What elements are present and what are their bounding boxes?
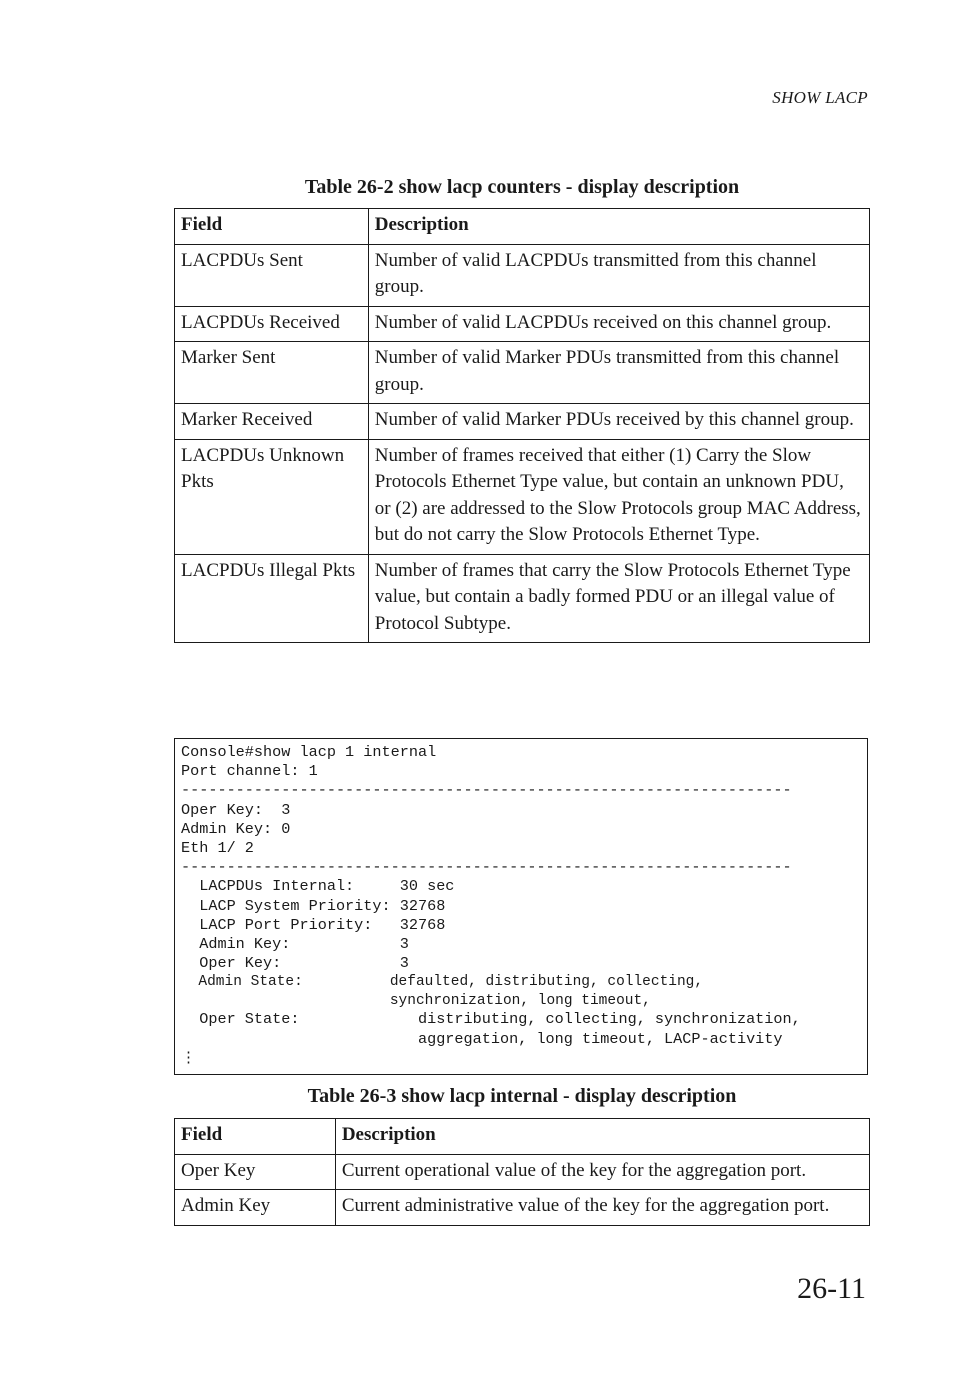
column-header-field: Field <box>175 209 369 245</box>
console-output <box>174 738 868 1075</box>
page-number: 26-11 <box>797 1272 866 1305</box>
console-line: Oper Key: 3 <box>181 954 409 973</box>
console-ellipsis: ⋮ <box>181 1048 197 1067</box>
console-line: Oper Key: 3 <box>181 800 291 819</box>
console-line: LACP System Priority: 32768 <box>181 896 446 915</box>
table-row <box>175 342 870 404</box>
console-line: Port channel: 1 <box>181 762 318 781</box>
table-row <box>175 439 870 554</box>
table-row <box>175 244 870 306</box>
console-line: aggregation, long timeout, LACP-activity <box>181 1029 783 1048</box>
console-line: Eth 1/ 2 <box>181 839 254 858</box>
column-header-description: Description <box>368 209 869 245</box>
description-cell: Number of frames that carry the Slow Protocols Ethernet Type value, but contain a badly formed PDU or an illegal value of Protocol Subtype. <box>368 554 869 643</box>
console-line: Admin Key: 3 <box>181 935 409 954</box>
console-line: LACP Port Priority: 32768 <box>181 915 446 934</box>
column-header-field: Field <box>175 1119 336 1155</box>
console-line: Console#show lacp 1 internal <box>181 743 437 761</box>
table-caption-internal: Table 26-3 show lacp internal - display description <box>307 1085 737 1107</box>
description-cell: Current administrative value of the key for the aggregation port. <box>335 1190 869 1226</box>
description-cell: Current operational value of the key for the aggregation port. <box>335 1154 869 1190</box>
field-cell: Marker Sent <box>175 342 369 404</box>
description-cell: Number of valid Marker PDUs received by this channel group. <box>368 404 869 440</box>
console-line: Admin State: defaulted, distributing, collecting, <box>181 974 704 991</box>
console-line: Oper State: distributing, collecting, synchronization, <box>181 1010 801 1029</box>
description-cell: Number of valid Marker PDUs transmitted from this channel group. <box>368 342 869 404</box>
table-row <box>175 1190 870 1226</box>
description-cell: Number of valid LACPDUs transmitted from this channel group. <box>368 244 869 306</box>
field-cell: LACPDUs Received <box>175 306 369 342</box>
table-header-row <box>175 209 870 245</box>
field-cell: LACPDUs Illegal Pkts <box>175 554 369 643</box>
description-cell: Number of frames received that either (1) Carry the Slow Protocols Ethernet Type value, but contain an unknown PDU, or (2) are addressed to the Slow Protocols group MAC Address, but do not carry the Slow Protocols Ethernet Type. <box>368 439 869 554</box>
field-cell: Oper Key <box>175 1154 336 1190</box>
internal-table <box>174 1118 870 1226</box>
console-line: ------------------------------------------------------------------- <box>181 781 792 800</box>
running-header: SHOW LACP <box>772 88 868 107</box>
field-cell: LACPDUs Sent <box>175 244 369 306</box>
table-row <box>175 306 870 342</box>
console-line: LACPDUs Internal: 30 sec <box>181 877 455 896</box>
table-row <box>175 554 870 643</box>
table-row <box>175 1154 870 1190</box>
table-caption-counters: Table 26-2 show lacp counters - display description <box>304 176 740 198</box>
field-cell: Marker Received <box>175 404 369 440</box>
field-cell: Admin Key <box>175 1190 336 1226</box>
console-line: Admin Key: 0 <box>181 819 291 838</box>
table-header-row <box>175 1119 870 1155</box>
counters-table <box>174 208 870 643</box>
table-row <box>175 404 870 440</box>
console-line: synchronization, long timeout, <box>181 992 651 1009</box>
column-header-description: Description <box>335 1119 869 1155</box>
description-cell: Number of valid LACPDUs received on this channel group. <box>368 306 869 342</box>
field-cell: LACPDUs Unknown Pkts <box>175 439 369 554</box>
console-line: ------------------------------------------------------------------- <box>181 858 792 877</box>
